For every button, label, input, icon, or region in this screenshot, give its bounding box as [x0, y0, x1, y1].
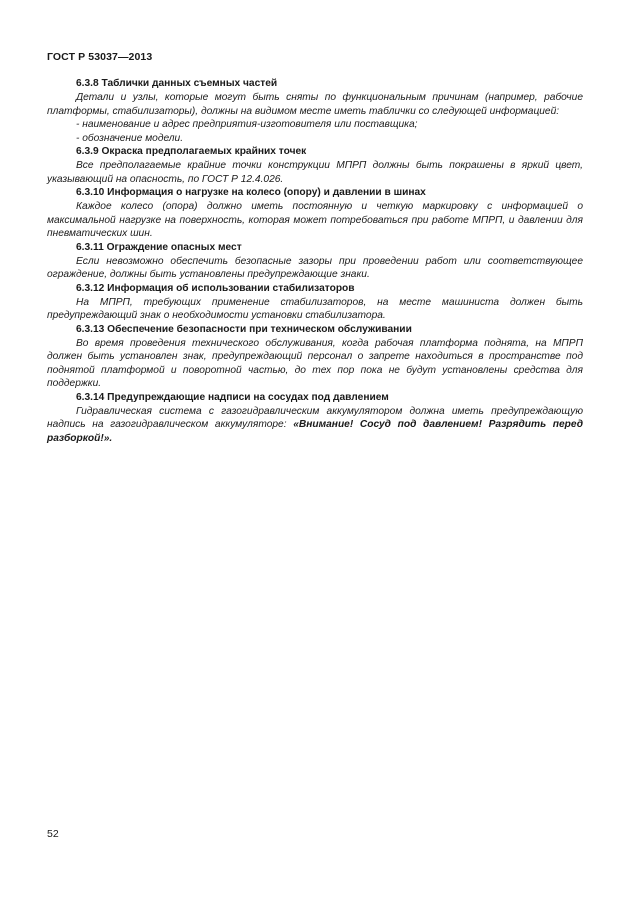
- section-6-3-9: [47, 145, 583, 186]
- paragraph: Если невозможно обеспечить безопасные зазоры при проведении работ или соответствующее ограждение, должны быть установлены предупреждающие знаки.: [47, 255, 583, 280]
- page-number: 52: [47, 828, 59, 840]
- section-6-3-13: [47, 323, 583, 391]
- paragraph: Детали и узлы, которые могут быть сняты по функциональным причинам (например, рабочие платформы, стабилизаторы), должны на видимом месте иметь таблички со следующей информацией:: [47, 92, 583, 117]
- document-header: ГОСТ Р 53037—2013: [47, 51, 153, 63]
- list-item: - наименование и адрес предприятия-изготовителя или поставщика;: [76, 119, 418, 130]
- paragraph: [47, 405, 583, 446]
- section-title: 6.3.9 Окраска предполагаемых крайних точек: [76, 146, 307, 157]
- list-item: - обозначение модели.: [76, 132, 184, 144]
- section-title: 6.3.14 Предупреждающие надписи на сосудах под давлением: [76, 391, 389, 403]
- paragraph: Каждое колесо (опора) должно иметь постоянную и четкую маркировку с информацией о максимальной нагрузке на поверхность, которая может потребоваться при работе МПРП, и давлении для пневматических шин.: [47, 201, 583, 239]
- section-title: 6.3.11 Ограждение опасных мест: [76, 241, 242, 253]
- section-title: 6.3.13 Обеспечение безопасности при техническом обслуживании: [76, 323, 412, 335]
- section-title: 6.3.10 Информация о нагрузке на колесо (опору) и давлении в шинах: [76, 187, 426, 198]
- section-6-3-10: [47, 186, 583, 241]
- warning-text: «Внимание! Сосуд под давлением! Разрядить перед разборкой!».: [47, 419, 583, 444]
- section-6-3-14: [47, 391, 583, 446]
- paragraph-text: Гидравлическая система с газогидравлическим аккумулятором должна иметь предупреждающую надпись на газогидравлическом аккумуляторе:: [47, 405, 583, 430]
- paragraph: Все предполагаемые крайние точки конструкции МПРП должны быть покрашены в яркий цвет, указывающий на опасность, по ГОСТ Р 12.4.026.: [47, 160, 583, 185]
- section-title: 6.3.8 Таблички данных съемных частей: [76, 78, 278, 89]
- section-6-3-11: [47, 241, 583, 282]
- section-6-3-12: [47, 282, 583, 323]
- section-6-3-8: [47, 77, 583, 145]
- section-title: 6.3.12 Информация об использовании стабилизаторов: [76, 282, 355, 294]
- paragraph: Во время проведения технического обслуживания, когда рабочая платформа поднята, на МПРП должен быть установлен знак, предупреждающий персонал о запрете находиться в пространстве под поднятой платформой и поворотной частью, до тех пор пока не будут установлены средства для поддержки.: [47, 337, 583, 389]
- paragraph: На МПРП, требующих применение стабилизаторов, на месте машиниста должен быть предупреждающий знак о необходимости установки стабилизатора.: [47, 296, 583, 321]
- document-body: [47, 77, 583, 445]
